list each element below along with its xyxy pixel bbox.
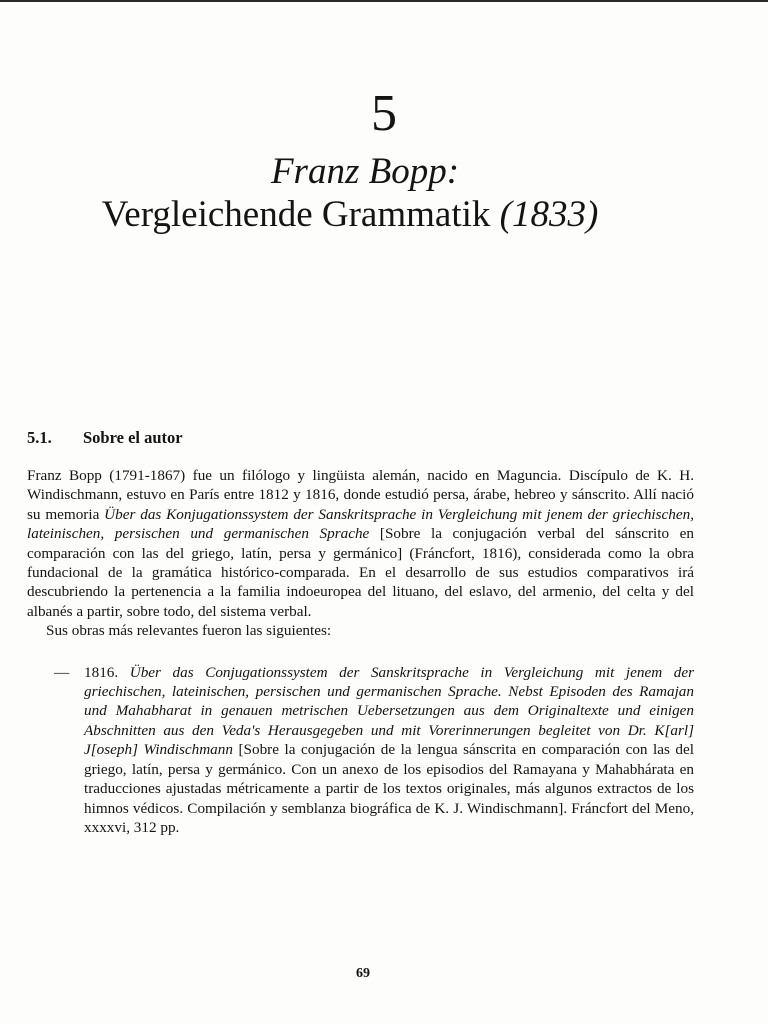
paragraph-biography-italic: Über das Konjugationssystem der Sanskritsprache in Vergleichung mit jenem der griechischen, lateinischen, persischen und germanischen Sprache	[27, 505, 695, 543]
paragraph-biography-part2: [Sobre la conjugación verbal del sánscrito en comparación con las del griego, latín, persa y germánico] (Fráncfort, 1816), considerada como la obra fundacional de la gramática histórico-comparada. En el desarrollo de sus estudios comparativos irá descubriendo la pertenencia a la familia indoeuropea del lituano, del eslavo, del armenio, del celta y del albanés a partir, sobre todo, del sistema verbal.	[27, 525, 695, 620]
top-rule	[0, 0, 768, 2]
work-title: Über das Conjugationssystem der Sanskritsprache in Vergleichung mit jenem der griechischen, lateinischen, persischen und germanischen Sprache. Nebst Episoden des Ramajan und Mahabharat in genauen metrischen Uebersetzungen aus dem Originaltexte und einigen Abschnitten aus den Veda's Herausgegeben und mit Vorerinnerungen begleitet von Dr. K[arl] J[oseph] Windischmann	[84, 663, 694, 759]
paragraph-biography-part1: Franz Bopp (1791-1867) fue un filólogo y lingüista alemán, nacido en Maguncia. Discípulo de K. H. Windischmann, estuvo en París entre 1812 y 1816, donde estudió persa, árabe, hebreo y sánscrito. Allí nació su memoria	[27, 467, 694, 523]
chapter-title-year: (1833)	[499, 194, 599, 235]
list-dash: —	[54, 663, 70, 681]
page-number: 69	[356, 966, 370, 981]
section-title: Sobre el autor	[83, 428, 183, 447]
section-heading	[27, 428, 183, 448]
list-item	[84, 663, 694, 838]
paragraph-works-intro: Sus obras más relevantes fueron las siguientes:	[46, 622, 332, 640]
paragraph-biography	[27, 466, 694, 621]
works-list	[27, 663, 694, 838]
body-text	[27, 466, 694, 837]
chapter-title-main: Vergleichende Grammatik	[101, 194, 491, 235]
work-description: [Sobre la conjugación de la lengua sánscrita en comparación con las del griego, latín, persa y germánico. Con un anexo de los episodios del Ramayana y Mahabhárata en traducciones ajustadas métricamente a partir de los textos originales, más algunos extractos de los himnos védicos. Compilación y semblanza biográfica de K. J. Windischmann]. Fráncfort del Meno, xxxxvi, 312 pp.	[84, 741, 694, 836]
section-number: 5.1.	[27, 428, 52, 447]
chapter-title-line2	[0, 193, 700, 236]
chapter-number: 5	[371, 85, 397, 142]
chapter-title	[0, 150, 700, 236]
chapter-title-line1: Franz Bopp:	[270, 151, 460, 192]
work-year: 1816.	[84, 663, 130, 681]
